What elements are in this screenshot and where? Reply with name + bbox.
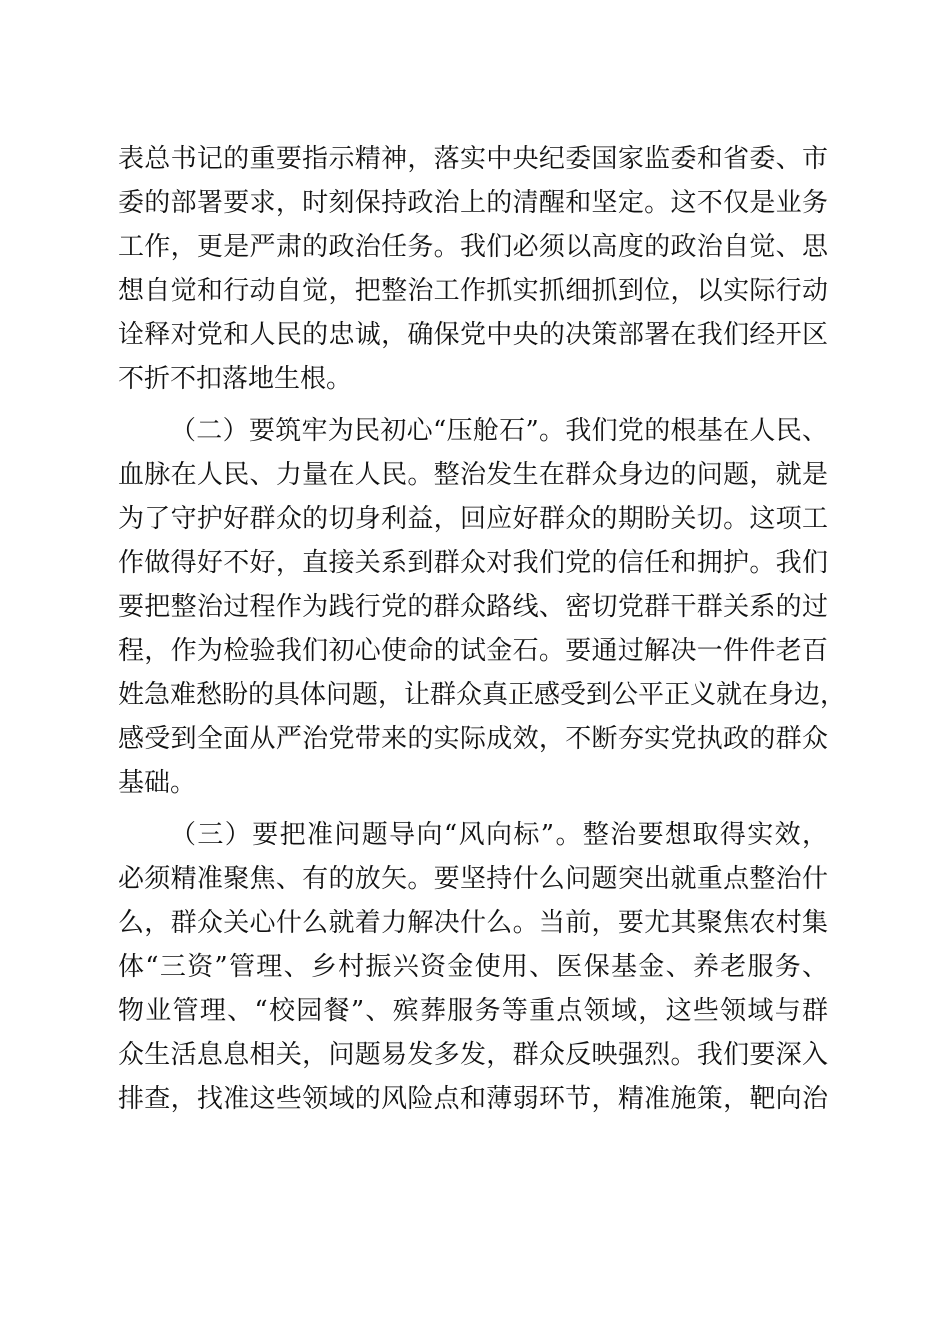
p2-line-7: 姓急难愁盼的具体问题，让群众真正感受到公平正义就在身边， xyxy=(118,680,847,710)
p2-line-6: 程，作为检验我们初心使命的试金石。要通过解决一件件老百 xyxy=(118,636,828,666)
p1-line-4: 想自觉和行动自觉，把整治工作抓实抓细抓到位，以实际行动 xyxy=(118,276,828,306)
p1-line-2: 委的部署要求，时刻保持政治上的清醒和坚定。这不仅是业务 xyxy=(118,188,828,218)
p2-line-8: 感受到全面从严治党带来的实际成效，不断夯实党执政的群众 xyxy=(118,724,828,754)
p3-line-3: 么，群众关心什么就着力解决什么。当前，要尤其聚焦农村集 xyxy=(118,908,828,938)
p3-line-1: （三）要把准问题导向“风向标”。整治要想取得实效， xyxy=(170,820,828,850)
p2-line-9: 基础。 xyxy=(118,768,197,798)
p1-line-5: 诠释对党和人民的忠诚，确保党中央的决策部署在我们经开区 xyxy=(118,320,828,350)
p1-line-3: 工作，更是严肃的政治任务。我们必须以高度的政治自觉、思 xyxy=(118,232,828,262)
p3-line-7: 排查，找准这些领域的风险点和薄弱环节，精准施策，靶向治 xyxy=(118,1084,828,1114)
p3-line-4: 体“三资”管理、乡村振兴资金使用、医保基金、养老服务、 xyxy=(118,952,828,982)
p2-line-2: 血脉在人民、力量在人民。整治发生在群众身边的问题，就是 xyxy=(118,460,828,490)
p2-line-3: 为了守护好群众的切身利益，回应好群众的期盼关切。这项工 xyxy=(118,504,828,534)
p3-line-6: 众生活息息相关，问题易发多发，群众反映强烈。我们要深入 xyxy=(118,1040,828,1070)
p3-line-2: 必须精准聚焦、有的放矢。要坚持什么问题突出就重点整治什 xyxy=(118,864,828,894)
p2-line-1: （二）要筑牢为民初心“压舱石”。我们党的根基在人民、 xyxy=(170,416,828,446)
p2-line-5: 要把整治过程作为践行党的群众路线、密切党群干群关系的过 xyxy=(118,592,828,622)
p1-line-6: 不折不扣落地生根。 xyxy=(118,364,353,394)
p2-line-4: 作做得好不好，直接关系到群众对我们党的信任和拥护。我们 xyxy=(118,548,828,578)
p1-line-1: 表总书记的重要指示精神，落实中央纪委国家监委和省委、市 xyxy=(118,144,828,174)
p3-line-5: 物业管理、“校园餐”、殡葬服务等重点领域，这些领域与群 xyxy=(118,996,828,1026)
